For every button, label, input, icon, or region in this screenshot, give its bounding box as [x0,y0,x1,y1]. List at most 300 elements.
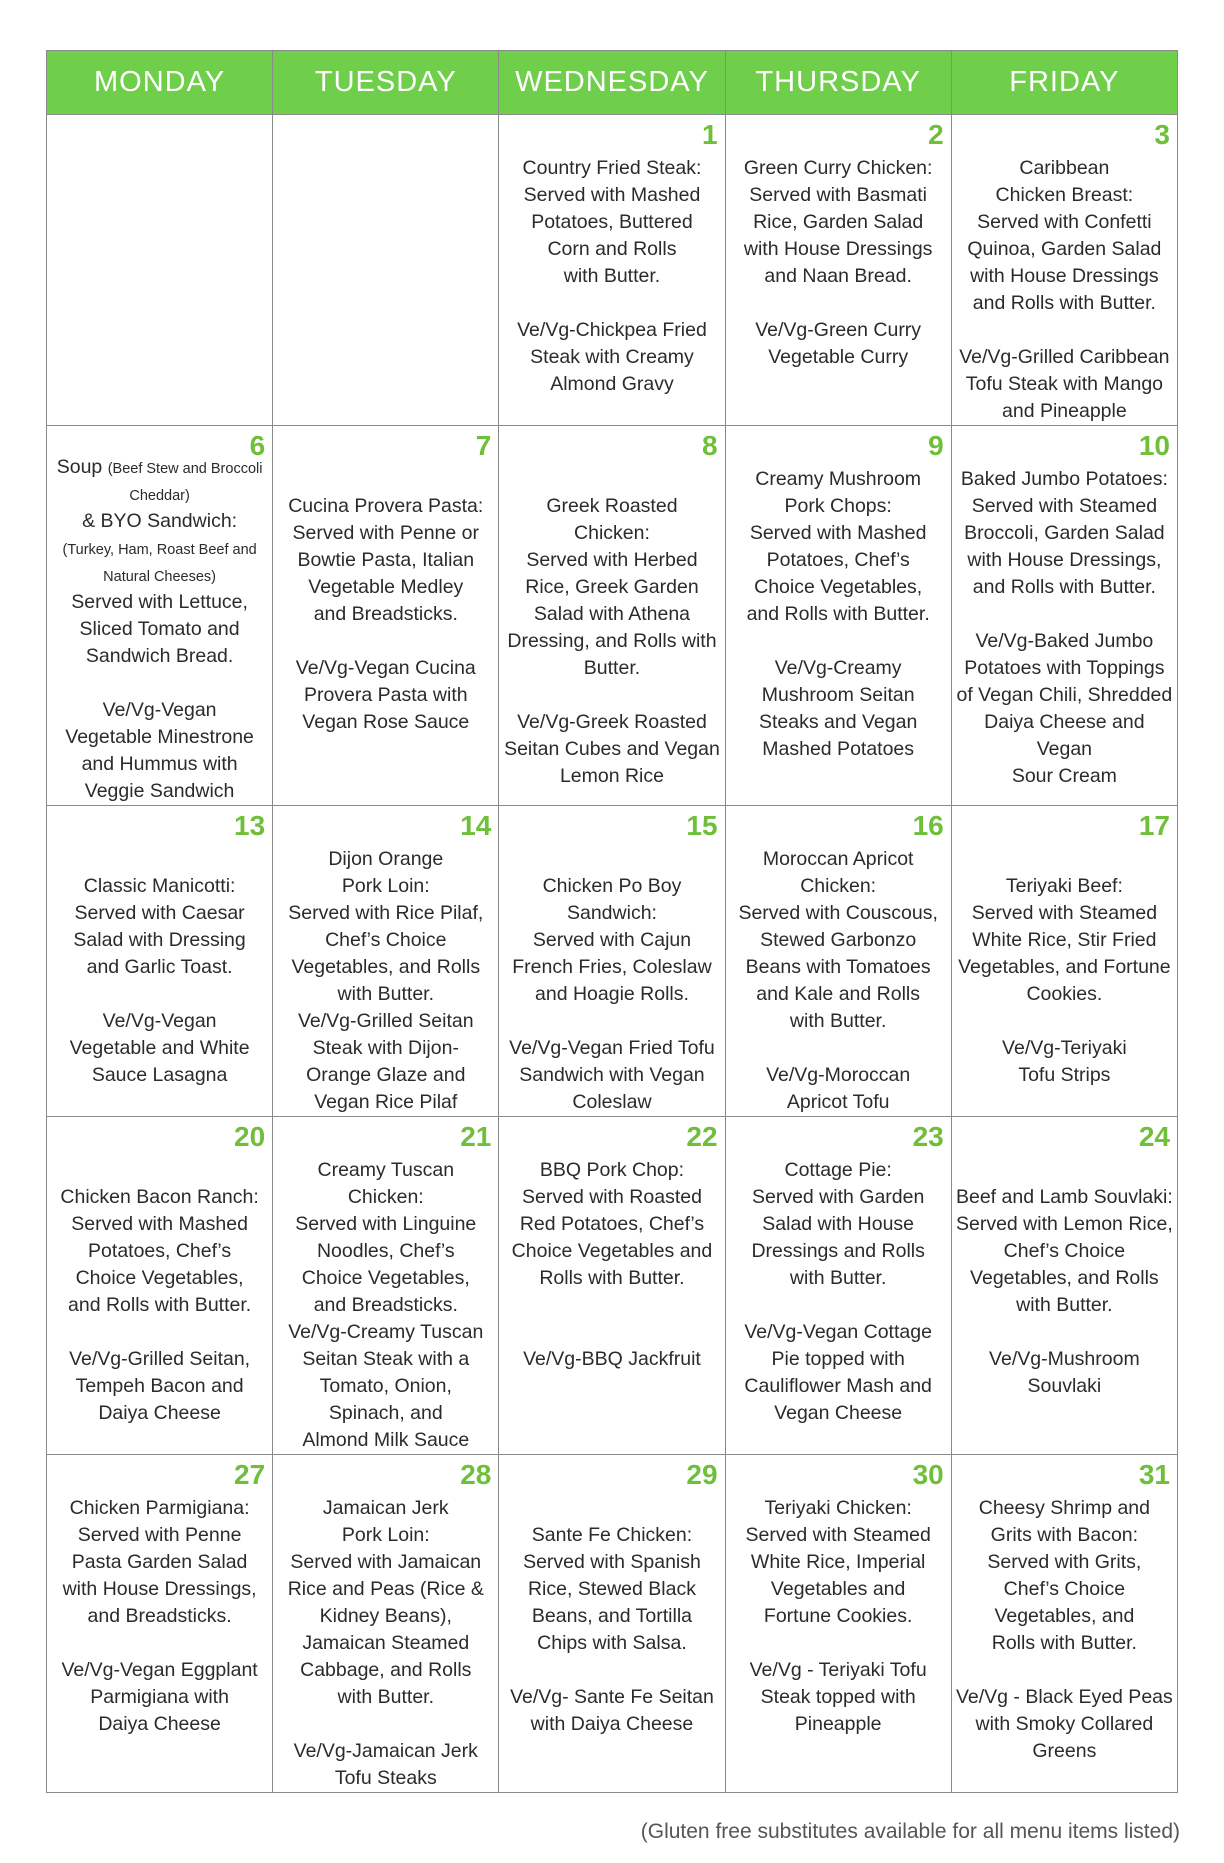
menu-line: Vegetables and [770,1578,906,1600]
menu-line: Chicken Breast: [995,184,1134,206]
menu-line: and Breadsticks. [313,1294,458,1316]
menu-line: Dressing, and Rolls with [507,630,717,652]
menu-line: with Butter. [337,983,435,1005]
menu-line: Ve/Vg-Teriyaki [1002,1037,1127,1059]
menu-line: Ve/Vg-Vegan [102,1010,217,1032]
menu-line: French Fries, Coleslaw [512,956,712,978]
menu-line: Lemon Rice [559,765,664,787]
menu-text [47,1117,272,1427]
menu-line: Steaks and Vegan [759,711,918,733]
menu-line [956,1008,1173,1035]
day-number: 6 [249,430,266,461]
menu-line: Tomato, Onion, [319,1375,452,1397]
menu-line: Dressings and Rolls [751,1240,925,1262]
menu-line: Ve/Vg-Jamaican Jerk [293,1740,478,1762]
menu-line: Served with Steamed [745,1524,931,1546]
menu-line: Jamaican Jerk [322,1497,449,1519]
menu-text [726,1455,951,1738]
menu-line: Apricot Tofu [786,1091,890,1113]
day-cell [47,115,273,426]
menu-line: Seitan Steak with a [302,1348,470,1370]
menu-line [503,682,720,709]
menu-line: Red Potatoes, Chef’s [519,1213,705,1235]
menu-line [503,846,720,873]
menu-line: and Rolls with Butter. [972,292,1156,314]
menu-text [47,806,272,1089]
day-number: 28 [460,1459,492,1490]
menu-line: Greek Roasted [546,495,678,517]
day-cell [499,1455,725,1793]
menu-line: Vegetable Curry [768,346,909,368]
menu-line: Choice Vegetables, [301,1267,470,1289]
menu-line: Ve/Vg-Vegan Cucina [295,657,476,679]
day-number: 3 [1154,119,1170,150]
menu-line: Salad with Athena [533,603,691,625]
week-row [47,115,1178,426]
day-cell [47,1117,273,1455]
soup-label: Soup [56,456,103,478]
menu-line [730,1292,947,1319]
day-cell [951,426,1177,806]
day-cell [951,115,1177,426]
menu-line [503,466,720,493]
menu-line: Sandwich: [566,902,657,924]
menu-line: Vegan Rice Pilaf [314,1091,458,1113]
day-number: 2 [928,119,944,150]
menu-line: Teriyaki Chicken: [764,1497,912,1519]
day-number: 1 [701,119,718,150]
menu-line: Beans, and Tortilla [531,1605,692,1627]
menu-line: Choice Vegetables and [511,1240,713,1262]
soup-note: (Beef Stew and Broccoli Cheddar) [107,461,263,504]
menu-line: Parmigiana with [90,1686,229,1708]
menu-line [51,981,268,1008]
menu-line: Quinoa, Garden Salad [967,238,1162,260]
menu-line [277,628,494,655]
menu-line: with Butter. [563,265,661,287]
calendar-body [47,115,1178,1793]
menu-line: Daiya Cheese [98,1713,221,1735]
day-cell [273,115,499,426]
day-number: 16 [912,810,944,841]
menu-line [503,1008,720,1035]
menu-line [503,1319,720,1346]
menu-line: Kidney Beans), [319,1605,452,1627]
menu-line: Coleslaw [572,1091,652,1113]
menu-line: Corn and Rolls [547,238,677,260]
menu-line: Served with Lemon Rice, [955,1213,1173,1235]
menu-line: Grits with Bacon: [990,1524,1139,1546]
menu-line: Pork Loin: [341,1524,430,1546]
sandwich-note: (Turkey, Ham, Roast Beef and Natural Cheeses) [62,542,257,585]
day-cell [47,426,273,806]
menu-text [952,806,1177,1089]
menu-line: Served with Penne or [292,522,479,544]
menu-line: Provera Pasta with [303,684,468,706]
menu-line: Rice and Peas (Rice & [287,1578,484,1600]
menu-line [51,535,268,589]
menu-text [499,426,724,790]
menu-line: Ve/Vg - Black Eyed Peas [955,1686,1173,1708]
header-thursday: THURSDAY [725,51,951,115]
menu-text [273,1117,498,1454]
menu-line: and Naan Bread. [764,265,912,287]
menu-line: Cucina Provera Pasta: [288,495,484,517]
menu-text [47,426,272,805]
menu-line: Ve/Vg-Vegan Fried Tofu [509,1037,715,1059]
menu-line: Tempeh Bacon and [75,1375,244,1397]
menu-line: Ve/Vg-Vegan Eggplant [61,1659,258,1681]
menu-line: Vegetable Medley [308,576,464,598]
menu-line: Sandwich Bread. [85,645,234,667]
menu-line: Sandwich with Vegan [519,1064,705,1086]
day-number: 13 [234,810,266,841]
menu-line: Choice Vegetables, [75,1267,244,1289]
menu-line [503,1495,720,1522]
menu-line: Served with Roasted [522,1186,702,1208]
menu-line: Served with Confetti [977,211,1152,233]
day-number: 29 [686,1459,718,1490]
menu-line: Ve/Vg-Creamy Tuscan [288,1321,484,1343]
menu-line: Served with Couscous, [738,902,938,924]
menu-line: Vegan Rose Sauce [302,711,470,733]
menu-line: Vegetable Minestrone [65,726,254,748]
menu-line: and Rolls with Butter. [746,603,930,625]
day-number: 31 [1138,1459,1170,1490]
day-cell [725,426,951,806]
menu-text [499,115,724,398]
menu-line: Almond Gravy [550,373,674,395]
menu-line [51,1319,268,1346]
menu-line: Sliced Tomato and [79,618,240,640]
menu-line: Ve/Vg-Green Curry [755,319,922,341]
menu-line: Cheesy Shrimp and [978,1497,1150,1519]
day-number: 10 [1138,430,1170,461]
week-row [47,426,1178,806]
menu-line: Ve/Vg-Grilled Seitan, [69,1348,251,1370]
menu-line: Bowtie Pasta, Italian [297,549,475,571]
menu-line: Pork Loin: [341,875,430,897]
menu-line: Ve/Vg - Teriyaki Tofu [749,1659,927,1681]
weekday-header-row [47,51,1178,115]
menu-line: Baked Jumbo Potatoes: [960,468,1168,490]
menu-line: with Smoky Collared [975,1713,1154,1735]
menu-line: Potatoes, Buttered [531,211,693,233]
sandwich-label: & BYO Sandwich: [82,510,238,532]
menu-line: Salad with House [762,1213,915,1235]
menu-line: Served with Jamaican [290,1551,482,1573]
menu-line: Served with Basmati [749,184,928,206]
menu-line: Orange Glaze and [306,1064,466,1086]
menu-line: and Hoagie Rolls. [535,983,689,1005]
day-number: 17 [1138,810,1170,841]
menu-line: Cottage Pie: [784,1159,892,1181]
menu-line: Ve/Vg-Mushroom [989,1348,1140,1370]
menu-line: Stewed Garbonzo [760,929,917,951]
menu-line: Ve/Vg-Vegan Cottage [744,1321,932,1343]
menu-line: Chicken: [800,875,877,897]
menu-line [51,1157,268,1184]
menu-line: Rice, Greek Garden [525,576,699,598]
menu-line: Chicken Parmigiana: [69,1497,250,1519]
menu-text [952,1455,1177,1765]
day-number: 14 [460,810,492,841]
menu-line [51,1630,268,1657]
menu-line [730,628,947,655]
menu-line [956,1657,1173,1684]
menu-text [726,115,951,371]
header-friday: FRIDAY [951,51,1177,115]
day-cell [725,1455,951,1793]
menu-line: Pineapple [794,1713,882,1735]
menu-line: with Butter. [789,1010,887,1032]
day-cell [951,806,1177,1117]
menu-line: Served with Linguine [295,1213,477,1235]
menu-line: and Pineapple [1002,400,1127,422]
menu-line: Fortune Cookies. [763,1605,913,1627]
menu-line: Creamy Mushroom [755,468,922,490]
menu-line: Potatoes, Chef’s [766,549,910,571]
menu-line: Sauce Lasagna [91,1064,228,1086]
header-monday: MONDAY [47,51,273,115]
menu-line: Creamy Tuscan [317,1159,455,1181]
menu-line: Pasta Garden Salad [71,1551,248,1573]
menu-line: Ve/Vg- Sante Fe Seitan [510,1686,714,1708]
menu-line: Chicken Po Boy [542,875,682,897]
menu-line: Noodles, Chef’s [316,1240,455,1262]
menu-line: Rolls with Butter. [539,1267,685,1289]
menu-line: Spinach, and [328,1402,443,1424]
menu-line: Served with Grits, [987,1551,1142,1573]
menu-line: Chips with Salsa. [537,1632,687,1654]
menu-line: Daiya Cheese and Vegan [984,711,1145,760]
menu-line: Potatoes, Chef’s [88,1240,232,1262]
week-row [47,806,1178,1117]
menu-line: Served with Rice Pilaf, [288,902,484,924]
day-cell [725,115,951,426]
menu-text [726,806,951,1116]
menu-line: Ve/Vg-Grilled Caribbean [959,346,1170,368]
menu-line: Served with Garden [751,1186,925,1208]
menu-line: Vegetables, and Rolls [970,1267,1159,1289]
menu-line: Classic Manicotti: [83,875,236,897]
menu-line: Caribbean [1019,157,1110,179]
menu-text [273,806,498,1116]
day-cell [725,1117,951,1455]
menu-line: Vegan Cheese [774,1402,903,1424]
day-cell [47,1455,273,1793]
day-cell [499,115,725,426]
menu-line [51,670,268,697]
menu-line [956,601,1173,628]
menu-line: BBQ Pork Chop: [539,1159,685,1181]
day-number: 15 [686,810,718,841]
menu-line: with House Dressings, [62,1578,257,1600]
menu-line: Tofu Steak with Mango [965,373,1164,395]
menu-text [499,1455,724,1738]
menu-line: Ve/Vg-Creamy [774,657,902,679]
menu-line: Rice, Stewed Black [527,1578,696,1600]
menu-text [499,806,724,1116]
menu-line: Almond Milk Sauce [302,1429,470,1451]
menu-line: Chicken: [574,522,650,544]
menu-line: Served with Spanish [523,1551,701,1573]
menu-line [277,1711,494,1738]
menu-text [273,426,498,736]
menu-text [952,1117,1177,1400]
menu-line: Chef’s Choice [1003,1578,1126,1600]
menu-line [51,454,268,508]
menu-line: Moroccan Apricot [762,848,914,870]
menu-line: Steak with Creamy [530,346,694,368]
menu-line: Ve/Vg-Baked Jumbo [975,630,1154,652]
menu-line: Teriyaki Beef: [1005,875,1123,897]
menu-line [956,1157,1173,1184]
menu-line: with Butter. [789,1267,887,1289]
day-number: 23 [912,1121,944,1152]
menu-line: Choice Vegetables, [754,576,923,598]
day-number: 8 [701,430,718,461]
header-wednesday: WEDNESDAY [499,51,725,115]
menu-line [503,290,720,317]
menu-line: Chicken: [347,1186,424,1208]
menu-line: Served with Mashed [71,1213,248,1235]
menu-line: Vegetable and White [69,1037,250,1059]
menu-text [47,1455,272,1738]
day-cell [951,1455,1177,1793]
day-number: 22 [686,1121,718,1152]
day-number: 30 [912,1459,944,1490]
menu-line: Ve/Vg-Greek Roasted [517,711,707,733]
menu-line: Beef and Lamb Souvlaki: [955,1186,1173,1208]
menu-line: Steak topped with [760,1686,916,1708]
menu-line: and Breadsticks. [313,603,458,625]
menu-line: Mushroom Seitan [761,684,915,706]
day-number: 9 [928,430,944,461]
day-cell [499,806,725,1117]
menu-line: of Vegan Chili, Shredded [956,684,1173,706]
menu-line: Served with Cajun [532,929,692,951]
day-number: 21 [460,1121,492,1152]
menu-line: Daiya Cheese [98,1402,221,1424]
menu-line: Ve/Vg-Moroccan [766,1064,911,1086]
week-row [47,1455,1178,1793]
menu-line: Pie topped with [771,1348,905,1370]
menu-line: Rolls with Butter. [991,1632,1137,1654]
menu-line [277,466,494,493]
menu-line [503,1657,720,1684]
menu-text [952,115,1177,425]
menu-line: Chef’s Choice [325,929,447,951]
menu-line: with House Dressings, [967,549,1162,571]
menu-line: Broccoli, Garden Salad [964,522,1165,544]
menu-line: Ve/Vg-BBQ Jackfruit [523,1348,701,1370]
menu-line: and Breadsticks. [87,1605,232,1627]
menu-line: Served with Mashed [749,522,927,544]
menu-line: Green Curry Chicken: [743,157,933,179]
day-cell [47,806,273,1117]
menu-line: White Rice, Stir Fried [972,929,1157,951]
menu-line: Mashed Potatoes [762,738,915,760]
menu-text [499,1117,724,1373]
menu-line: with Daiya Cheese [530,1713,694,1735]
menu-line: with House Dressings [743,238,933,260]
menu-line: with Butter. [337,1686,435,1708]
menu-line: Vegetables, and Fortune [958,956,1171,978]
menu-line: and Kale and Rolls [756,983,920,1005]
menu-line: Served with Steamed [971,495,1158,517]
menu-line: Cookies. [1026,983,1103,1005]
menu-line: Seitan Cubes and Vegan [504,738,720,760]
menu-line: Dijon Orange [328,848,444,870]
menu-line: Rice, Garden Salad [753,211,924,233]
menu-text [726,1117,951,1427]
menu-line: Cauliflower Mash and [744,1375,932,1397]
menu-text [273,1455,498,1792]
menu-line: Tofu Strips [1018,1064,1111,1086]
menu-line: and Rolls with Butter. [68,1294,252,1316]
menu-line: Greens [1032,1740,1097,1762]
day-number: 24 [1138,1121,1170,1152]
menu-line [956,1319,1173,1346]
menu-line: Butter. [583,657,641,679]
menu-line [51,508,268,535]
menu-line [51,846,268,873]
day-cell [273,1455,499,1793]
day-cell [273,1117,499,1455]
gluten-free-footnote: (Gluten free substitutes available for all menu items listed) [640,1820,1180,1843]
menu-line: Served with Steamed [971,902,1158,924]
menu-line [730,1630,947,1657]
menu-line: Served with Penne [77,1524,242,1546]
menu-line: Vegetables, and Rolls [291,956,481,978]
menu-line: Chef’s Choice [1003,1240,1126,1262]
day-cell [273,806,499,1117]
menu-text [952,426,1177,790]
week-row [47,1117,1178,1455]
menu-line: Ve/Vg-Grilled Seitan [297,1010,474,1032]
menu-line: Souvlaki [1027,1375,1102,1397]
menu-line: with Butter. [1016,1294,1113,1316]
day-cell [499,426,725,806]
menu-line: White Rice, Imperial [750,1551,926,1573]
menu-line: Country Fried Steak: [522,157,702,179]
day-cell [273,426,499,806]
day-number: 27 [234,1459,266,1490]
menu-line: Steak with Dijon- [312,1037,459,1059]
menu-line: Jamaican Steamed [302,1632,470,1654]
menu-calendar [46,50,1178,1793]
menu-line: Pork Chops: [784,495,892,517]
menu-line: Ve/Vg-Vegan [102,699,217,721]
menu-line: and Rolls with Butter. [972,576,1156,598]
menu-line: and Hummus with [81,753,238,775]
menu-line: Served with Lettuce, [71,591,248,613]
menu-line: Sante Fe Chicken: [531,1524,693,1546]
menu-line [956,846,1173,873]
menu-line: Sour Cream [1011,765,1117,787]
menu-line: Potatoes with Toppings [964,657,1165,679]
day-number: 7 [475,430,492,461]
menu-line: and Garlic Toast. [86,956,233,978]
menu-line: Veggie Sandwich [84,780,235,802]
menu-line [730,1035,947,1062]
menu-line: with House Dressings [970,265,1159,287]
menu-line: Ve/Vg-Chickpea Fried [517,319,707,341]
menu-line: Cabbage, and Rolls [300,1659,472,1681]
menu-line: Vegetables, and [994,1605,1135,1627]
menu-line [956,317,1173,344]
